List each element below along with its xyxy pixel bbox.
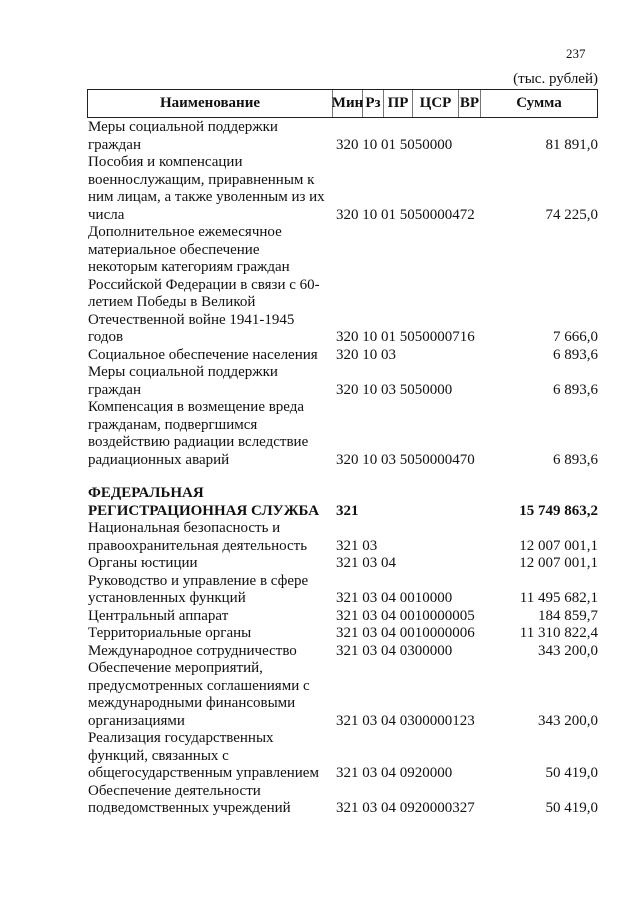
row-name: Пособия и компенсации военнослужащим, приравненным к ним лицам, а также уволенным из их числа bbox=[88, 154, 325, 223]
header-name: Наименование bbox=[88, 90, 333, 117]
row-name: Руководство и управление в сфере установленных функций bbox=[88, 572, 309, 606]
table-row bbox=[88, 364, 598, 399]
row-name: Обеспечение мероприятий, предусмотренных соглашениями с международными финансовыми организациями bbox=[88, 660, 310, 729]
row-sum: 50 419,0 bbox=[545, 765, 598, 781]
row-name: Органы юстиции bbox=[88, 555, 198, 571]
row-code: 321 03 04 0300000123 bbox=[336, 712, 475, 729]
row-name: Реализация государственных функций, связанных с общегосударственным управлением bbox=[88, 730, 319, 781]
row-code: 321 03 04 0010000006 bbox=[336, 625, 475, 641]
row-name: Социальное обеспечение населения bbox=[88, 346, 318, 363]
table-row bbox=[88, 555, 598, 573]
table-row bbox=[88, 730, 598, 783]
row-name: Дополнительное ежемесячное материальное обеспечение некоторым категориям граждан Российской Федерации в связи с 60- летием Победы в Великой Отечественной войне 1941-1945 годов bbox=[88, 224, 320, 345]
table-row bbox=[88, 573, 598, 608]
row-sum: 12 007 001,1 bbox=[519, 537, 598, 554]
table-row bbox=[88, 625, 598, 643]
row-sum: 343 200,0 bbox=[538, 642, 598, 659]
row-sum: 12 007 001,1 bbox=[519, 555, 598, 571]
header-pr: ПР bbox=[384, 90, 413, 117]
row-sum: 7 666,0 bbox=[553, 329, 598, 345]
header-rz: Рз bbox=[363, 90, 384, 117]
row-code: 320 10 03 bbox=[336, 346, 396, 363]
table-row bbox=[88, 783, 598, 818]
row-name: Национальная безопасность и правоохранительная деятельность bbox=[88, 520, 308, 554]
row-sum: 6 893,6 bbox=[553, 346, 598, 363]
row-sum: 343 200,0 bbox=[538, 712, 598, 729]
row-code: 320 10 03 5050000 bbox=[336, 381, 453, 398]
table-row bbox=[88, 485, 598, 520]
table-header bbox=[87, 89, 598, 118]
row-code: 321 03 04 0010000 bbox=[336, 590, 453, 606]
table-row bbox=[88, 520, 598, 555]
row-code: 320 10 03 5050000470 bbox=[336, 451, 475, 468]
row-name: ФЕДЕРАЛЬНАЯ РЕГИСТРАЦИОННАЯ СЛУЖБА bbox=[88, 485, 320, 519]
table-row bbox=[88, 660, 598, 730]
table-row bbox=[88, 608, 598, 626]
row-code: 321 03 04 0300000 bbox=[336, 642, 453, 659]
units-label: (тыс. рублей) bbox=[513, 71, 598, 87]
row-sum: 6 893,6 bbox=[553, 451, 598, 468]
row-code: 320 10 01 5050000716 bbox=[336, 329, 475, 345]
row-sum: 184 859,7 bbox=[538, 607, 598, 624]
row-name: Территориальные органы bbox=[88, 625, 252, 641]
row-code: 321 03 04 bbox=[336, 555, 396, 571]
row-code: 321 03 04 0920000327 bbox=[336, 800, 475, 816]
header-vr: ВР bbox=[459, 90, 481, 117]
row-sum: 74 225,0 bbox=[545, 206, 598, 223]
table-row bbox=[88, 643, 598, 661]
row-code: 321 03 04 0920000 bbox=[336, 765, 453, 781]
row-sum: 81 891,0 bbox=[545, 136, 598, 153]
header-csr: ЦСР bbox=[413, 90, 459, 117]
table-row bbox=[88, 347, 598, 365]
header-min: Мин bbox=[333, 90, 363, 117]
row-name: Международное сотрудничество bbox=[88, 642, 297, 659]
row-code: 321 03 bbox=[336, 537, 378, 554]
row-name: Центральный аппарат bbox=[88, 607, 229, 624]
row-code: 320 10 01 5050000 bbox=[336, 136, 453, 153]
table-row bbox=[88, 154, 598, 224]
row-name: Меры социальной поддержки граждан bbox=[88, 364, 278, 398]
table-row bbox=[88, 119, 598, 154]
row-sum: 15 749 863,2 bbox=[519, 502, 598, 519]
row-sum: 6 893,6 bbox=[553, 381, 598, 398]
row-sum: 50 419,0 bbox=[545, 800, 598, 816]
row-sum: 11 310 822,4 bbox=[519, 625, 598, 641]
header-sum: Сумма bbox=[516, 95, 562, 111]
row-name: Обеспечение деятельности подведомственных учреждений bbox=[88, 782, 291, 816]
row-code: 321 03 04 0010000005 bbox=[336, 607, 475, 624]
page-number: 237 bbox=[566, 46, 586, 61]
row-name: Меры социальной поддержки граждан bbox=[88, 119, 278, 153]
row-name: Компенсация в возмещение вреда гражданам, подвергшимся воздействию радиации вследствие радиационных аварий bbox=[88, 399, 309, 468]
row-code: 320 10 01 5050000472 bbox=[336, 206, 475, 223]
row-sum: 11 495 682,1 bbox=[519, 590, 598, 606]
table-row bbox=[88, 399, 598, 469]
row-code: 321 bbox=[336, 502, 359, 519]
table-body bbox=[88, 119, 598, 818]
table-row bbox=[88, 224, 598, 347]
